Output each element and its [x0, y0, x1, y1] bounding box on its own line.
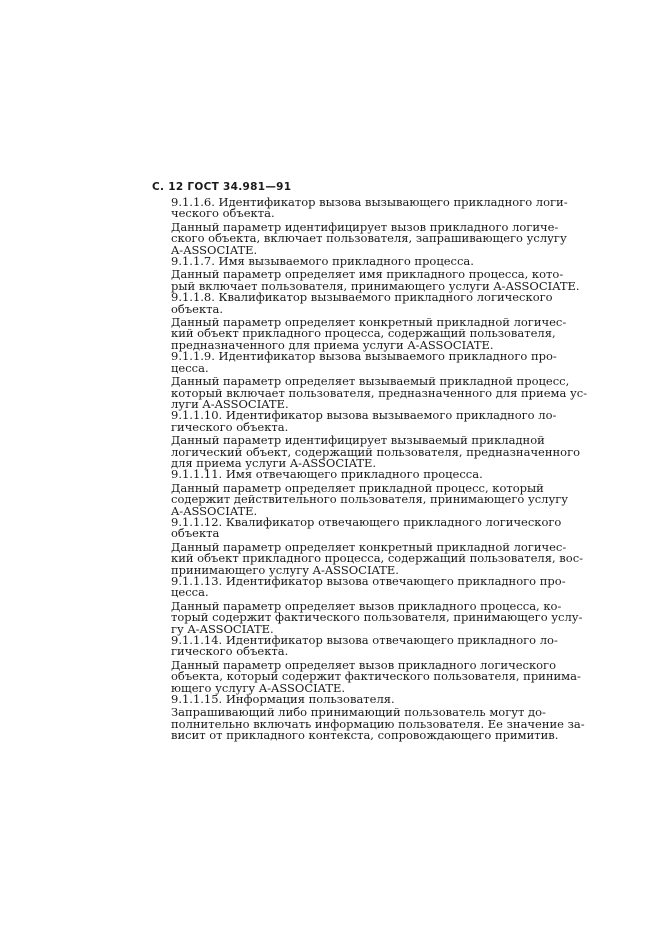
paragraph — [152, 539, 584, 577]
paragraph-9-1-1-11-title — [152, 469, 522, 480]
paragraph — [152, 374, 588, 411]
paragraph-9-1-1-8-title — [152, 290, 553, 316]
paragraph — [152, 219, 567, 257]
text-line: цесса. — [171, 585, 209, 600]
text-line: A-ASSOCIATE. — [171, 242, 258, 257]
paragraph-9-1-1-14-title — [152, 633, 558, 659]
paragraph — [152, 433, 581, 470]
text-line: 9.1.1.12. Квалификатор отвечающего прикладного логического — [171, 514, 562, 529]
text-line: A-ASSOCIATE. — [171, 503, 258, 518]
text-line: гического объекта. — [171, 419, 289, 434]
paragraph — [152, 315, 567, 352]
text-line: гу A-ASSOCIATE. — [171, 621, 274, 636]
text-line: содержит действительного пользователя, принимающего услугу — [171, 492, 569, 507]
text-line: Данный параметр определяет вызов прикладного логического — [171, 657, 556, 672]
text-line: 9.1.1.7. Имя вызываемого прикладного процесса. — [171, 254, 474, 269]
text-line: Данный параметр определяет конкретный прикладной логичес- — [171, 539, 567, 554]
text-line: 9.1.1.15. Информация пользователя. — [171, 692, 395, 707]
text-line: торый содержит фактического пользователя, принимающего услу- — [171, 610, 583, 625]
text-line: 9.1.1.14. Идентификатор вызова отвечающего прикладного ло- — [171, 633, 558, 648]
paragraph — [152, 267, 580, 293]
text-line: для приема услуги A-ASSOCIATE. — [171, 455, 377, 470]
text-line: ческого объекта. — [171, 206, 275, 221]
text-line: ющего услугу A-ASSOCIATE. — [171, 680, 346, 695]
text-line: Данный параметр определяет прикладной процесс, который — [171, 480, 544, 495]
paragraph — [152, 657, 581, 695]
text-line: висит от прикладного контекста, сопровождающего примитив. — [171, 728, 559, 743]
text-line: объекта, который содержит фактического пользователя, принима- — [171, 669, 581, 684]
text-line: принимающего услугу A-ASSOCIATE. — [171, 562, 399, 577]
text-line: объекта — [171, 526, 220, 541]
text-line: 9.1.1.8. Квалификатор вызываемого прикладного логического — [171, 290, 553, 305]
text-line: Запрашивающий либо принимающий пользователь могут до- — [171, 705, 546, 720]
paragraph-9-1-1-15-title — [152, 694, 522, 705]
text-line: гического объекта. — [171, 644, 289, 659]
text-line: 9.1.1.6. Идентификатор вызова вызывающего прикладного логи- — [171, 195, 568, 209]
text-line: Данный параметр идентифицирует вызов прикладного логиче- — [171, 219, 559, 234]
text-line: который включает пользователя, предназначенного для приема ус- — [171, 385, 588, 400]
text-line: 9.1.1.10. Идентификатор вызова вызываемого прикладного ло- — [171, 408, 557, 423]
text-line: Данный параметр идентифицирует вызываемый прикладной — [171, 433, 545, 448]
paragraph-9-1-1-9-title — [152, 349, 557, 375]
text-line: предназначенного для приема услуги A-ASSOCIATE. — [171, 337, 494, 352]
text-line: логический объект, содержащий пользователя, предназначенного — [171, 444, 581, 459]
paragraph — [152, 480, 569, 518]
page-header: С. 12 ГОСТ 34.981—91 — [152, 181, 292, 193]
text-line: Данный параметр определяет конкретный прикладной логичес- — [171, 315, 567, 330]
text-line: 9.1.1.9. Идентификатор вызова вызываемого прикладного про- — [171, 349, 557, 364]
text-line: кий объект прикладного процесса, содержащий пользователя, — [171, 326, 556, 341]
paragraph-9-1-1-6-title — [152, 195, 568, 221]
paragraph-9-1-1-10-title — [152, 408, 557, 434]
text-line: полнительно включать информацию пользователя. Ее значение за- — [171, 716, 585, 731]
document-body — [152, 195, 588, 743]
text-line: цесса. — [171, 360, 209, 375]
paragraph-9-1-1-7-title — [152, 256, 522, 267]
text-line: Данный параметр определяет имя прикладного процесса, кото- — [171, 267, 564, 282]
paragraph — [152, 598, 583, 636]
text-line: Данный параметр определяет вызов прикладного процесса, ко- — [171, 598, 562, 613]
text-line: рый включает пользователя, принимающего услуги A-ASSOCIATE. — [171, 278, 580, 293]
paragraph-9-1-1-12-title — [152, 514, 562, 541]
text-line: 9.1.1.13. Идентификатор вызова отвечающего прикладного про- — [171, 574, 566, 588]
text-line: Данный параметр определяет вызываемый прикладной процесс, — [171, 374, 570, 389]
paragraph — [152, 705, 585, 743]
text-line: луги A-ASSOCIATE. — [171, 396, 289, 411]
text-line: 9.1.1.11. Имя отвечающего прикладного процесса. — [171, 467, 483, 482]
text-line: ского объекта, включает пользователя, запрашивающего услугу — [171, 231, 567, 246]
text-line: объекта. — [171, 301, 224, 316]
text-line: кий объект прикладного процесса, содержащий пользователя, вос- — [171, 551, 584, 566]
paragraph-9-1-1-13-title — [152, 574, 566, 600]
